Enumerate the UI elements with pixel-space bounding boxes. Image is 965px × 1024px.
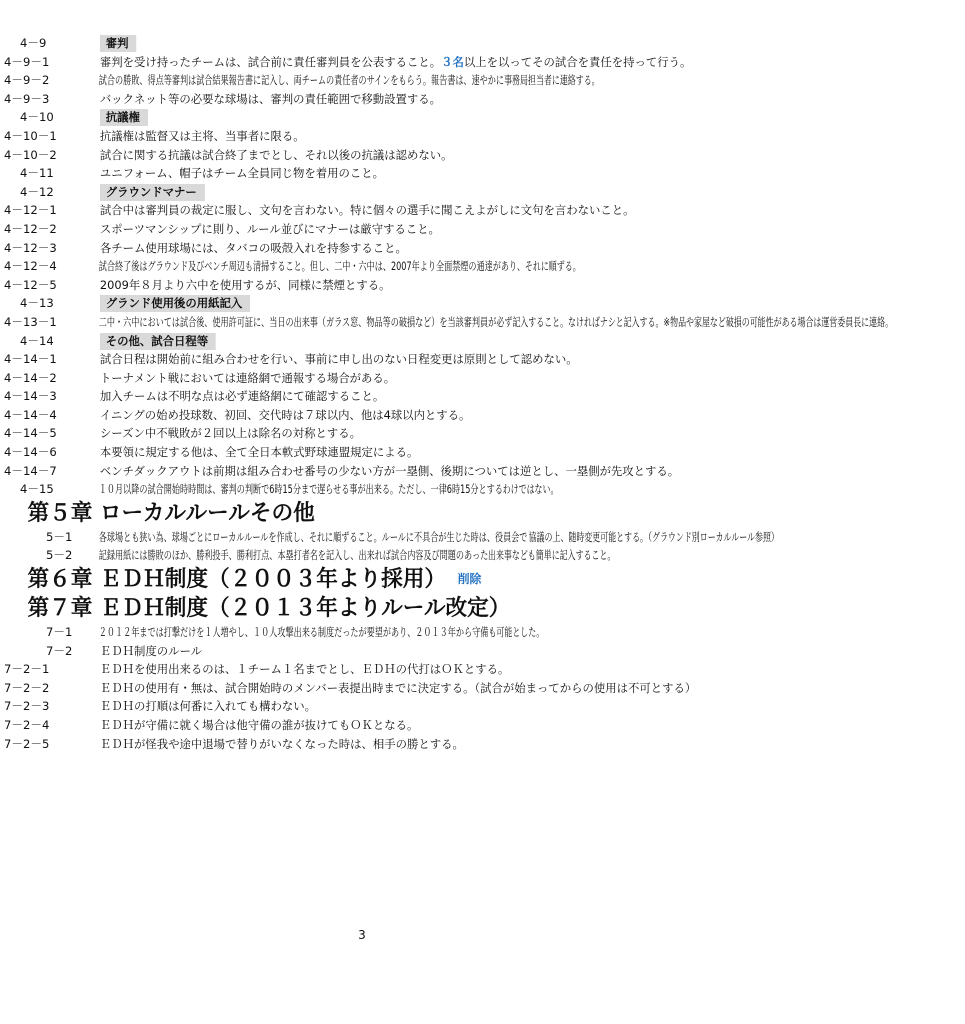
rule-line: 2009年８月より六中を使用するが、同様に禁煙とする。 (99, 277, 391, 292)
rule-line: 本要領に規定する他は、全て全日本軟式野球連盟規定による。 (99, 445, 419, 460)
rule-number: 4－12－4 (4, 259, 57, 274)
rule-row (0, 276, 724, 295)
rule-number: 7－1 (46, 625, 73, 640)
rule-number: 5－2 (46, 548, 73, 563)
rule-line: 試合に関する抗議は試合終了までとし、それ以後の抗議は認めない。 (99, 147, 453, 162)
rule-line: バックネット等の必要な球場は、審判の責任範囲で移動設置する。 (99, 91, 442, 106)
rule-text (96, 53, 712, 72)
rule-row (0, 697, 724, 716)
rule-line-continued: り、それに順ずる。 (509, 259, 581, 274)
section-title: 抗議権 (100, 109, 148, 126)
section-row (0, 332, 724, 351)
rule-line-continued: 可能とした。 (496, 625, 545, 640)
rule-text (96, 164, 712, 183)
rule-text (96, 313, 933, 332)
rule-line: ＥＤＨを使用出来るのは、１チーム１名までとし、ＥＤＨの代打はＯＫとする。 (99, 662, 510, 677)
rule-row (0, 90, 724, 109)
rule-number: 5－1 (46, 529, 73, 544)
rule-text (96, 350, 712, 369)
rule-text (96, 71, 941, 90)
rule-row (0, 53, 724, 72)
rule-row (0, 735, 724, 754)
rules-content (0, 34, 893, 753)
rule-text (96, 480, 940, 499)
rule-number: 4－10－2 (4, 147, 57, 162)
rule-row (0, 71, 724, 90)
rule-line-continued: 必ず記入すること。なければナシと記入する。※物品や家屋など破損の可能性がある場合は運営委員長に連絡。 (496, 314, 893, 329)
rule-line: ＥＤＨの使用有・無は、試合開始時のメンバー表提出時までに決定する。（試合が始まってからの使用は不可とする） (99, 680, 697, 695)
rule-text (96, 716, 712, 735)
rule-text (96, 183, 712, 202)
rule-number: 7－2－4 (4, 718, 50, 732)
rule-row (0, 480, 724, 499)
rule-number: 7－2 (46, 643, 73, 658)
rule-line: 加入チームは不明な点は必ず連絡網にて確認すること。 (99, 389, 385, 404)
rule-number: 4－14 (20, 333, 54, 348)
rule-text-part: 審判を受け持ったチームは、試合前に責任審判員を公表すること。 (99, 54, 442, 69)
rule-text (96, 697, 712, 716)
rule-number: 4－12 (20, 184, 54, 199)
rule-line: トーナメント戦においては連絡網で通報する場合がある。 (99, 370, 396, 385)
rule-line: イニングの始め投球数、初回、交代時は７球以内、他は4球以内とする。 (99, 407, 471, 422)
section-title: グラウンドマナー (100, 184, 205, 201)
highlight-count: ３名 (441, 54, 464, 69)
rule-text (96, 127, 712, 146)
rule-number: 4－13－1 (4, 314, 57, 329)
rule-text (96, 34, 712, 53)
rule-number: 7－2－5 (4, 736, 50, 751)
rule-text (96, 201, 712, 220)
rule-line-continued: わけではない。 (502, 482, 559, 497)
chapter-heading (0, 565, 739, 594)
rule-text (96, 623, 933, 642)
rule-number: 4－14－4 (4, 407, 57, 422)
rule-number: 4－11 (20, 166, 54, 181)
rule-row (0, 528, 779, 547)
rule-text (96, 108, 712, 127)
rule-row (0, 313, 893, 332)
rule-number: 4－14－3 (4, 389, 57, 404)
rule-row (0, 369, 724, 388)
rule-row (0, 239, 724, 258)
section-title: その他、試合日程等 (100, 333, 216, 350)
rule-text-part: 以上を以ってその試合を責任を持って行う。 (463, 54, 692, 69)
rule-number: 4－10 (20, 110, 54, 125)
rule-row (0, 623, 724, 642)
rule-number: 4－14－1 (4, 352, 57, 367)
rule-row (0, 679, 724, 698)
rule-number: 4－12－3 (4, 240, 57, 255)
section-title: グランド使用後の用紙記入 (100, 295, 250, 312)
rule-row (0, 127, 724, 146)
rule-number: 4－15 (20, 482, 54, 497)
chapter-title: 第７章 ＥＤＨ制度（２０１３年よりルール改定） (27, 596, 511, 622)
section-row (0, 183, 724, 202)
chapter-heading (0, 499, 739, 528)
rule-number: 4－12－5 (4, 277, 57, 292)
rule-text (96, 332, 712, 351)
rule-number: 4－12－2 (4, 221, 57, 236)
rule-line: 試合中は審判員の裁定に服し、文句を言わない。特に個々の選手に聞こえよがしに文句を言わないこと。 (99, 203, 635, 218)
rule-row (0, 201, 724, 220)
rule-line: ＥＤＨ制度のルール (99, 643, 203, 658)
rule-number: 4－9－2 (4, 73, 50, 88)
rule-line-continued: 出来事なども簡単に記入すること。 (488, 548, 616, 563)
rule-text (96, 424, 712, 443)
rule-text (96, 528, 965, 547)
rule-text (96, 276, 712, 295)
rule-row (0, 220, 724, 239)
rule-text (96, 387, 712, 406)
rule-number: 7－2－1 (4, 662, 50, 677)
rule-line: ベンチダックアウトは前期は組み合わせ番号の少ない方が一塁側、後期については逆とし、一塁側が先攻とする。 (99, 463, 680, 478)
rule-number: 4－14－2 (4, 370, 57, 385)
rule-line: 抗議権は監督又は主将、当事者に限る。 (99, 128, 305, 143)
rule-number: 7－2－3 (4, 699, 50, 714)
rule-text (96, 660, 712, 679)
rule-line: ユニフォーム、帽子はチーム全員同じ物を着用のこと。 (99, 166, 385, 181)
rule-number: 4－14－5 (4, 426, 57, 441)
section-row (0, 108, 724, 127)
rule-line: ２０１２年までは打撃だけを１人増やし、１０人攻撃出来る制度だったが要望があり、２０１３年から守備も (98, 625, 497, 640)
rule-line: 試合日程は開始前に組み合わせを行い、事前に申し出のない日程変更は原則として認めない。 (99, 352, 578, 367)
rule-text (96, 146, 712, 165)
rule-line: １０月以降の試合開始時時間は、審判の判断で6時15分まで遅らせる事が出来る。ただし、一律6時15分とする (98, 482, 503, 497)
rule-row (0, 424, 724, 443)
rule-row (0, 716, 724, 735)
rule-text (96, 406, 712, 425)
rule-row (0, 546, 724, 565)
rule-row (0, 462, 724, 481)
rule-line: 試合終了後はグラウンド及びベンチ周辺も清掃すること。但し、二中・六中は、2007年より全面禁煙の通達があ (98, 259, 510, 274)
rule-line: 各球場とも狭い為、球場ごとにローカルルールを作成し、それに順ずること。ルールに不具合が生じた時は、役員会で (98, 529, 528, 544)
section-title: 審判 (100, 35, 136, 52)
rule-row (0, 146, 724, 165)
chapter-heading (0, 594, 739, 623)
rule-text (96, 239, 712, 258)
rule-line: ＥＤＨが怪我や途中退場で替りがいなくなった時は、相手の勝とする。 (99, 736, 464, 751)
rule-text (96, 443, 712, 462)
rule-row (0, 642, 724, 661)
rule-text (96, 257, 946, 276)
rule-number: 7－2－2 (4, 680, 50, 695)
rule-line: 試合の勝敗、得点等審判は試合結果報告書に記入し、両チームの責任者のサインをもらう。報告書は、速やかに (98, 73, 505, 88)
rule-text (96, 546, 925, 565)
rule-line: 記録用紙には勝敗のほか、勝利投手、勝利打点、本塁打者名を記入し、出来れば試合内容及び問題のあった (98, 548, 489, 563)
rule-row (0, 387, 724, 406)
rule-text (96, 220, 712, 239)
rule-text (96, 735, 712, 754)
section-row (0, 34, 724, 53)
rule-number: 4－14－6 (4, 445, 57, 460)
rule-line: ＥＤＨの打順は何番に入れても構わない。 (99, 699, 317, 714)
rule-text (96, 679, 712, 698)
chapter-title: 第５章 ローカルルールその他 (27, 500, 315, 526)
rule-text (96, 462, 712, 481)
rule-row (0, 164, 724, 183)
page-number: 3 (358, 928, 366, 942)
rule-number: 4－9－1 (4, 54, 50, 69)
rule-line-continued: 事務局担当者に連絡する。 (504, 73, 600, 88)
rule-line: 二中・六中においては試合後、使用許可証に、当日の出来事（ガラス窓、物品等の破損など）を当該審判員が (98, 314, 497, 329)
rule-row (0, 350, 724, 369)
rule-row (0, 443, 724, 462)
rule-line: ＥＤＨが守備に就く場合は他守備の誰が抜けてもＯＫとなる。 (99, 718, 419, 732)
rule-line: 各チーム使用球場には、タバコの吸殻入れを持参すること。 (99, 240, 407, 255)
rule-line: スポーツマンシップに則り、ルール並びにマナーは厳守すること。 (99, 221, 440, 236)
rule-row (0, 406, 724, 425)
rule-number: 4－10－1 (4, 128, 57, 143)
rule-number: 4－12－1 (4, 203, 57, 218)
rule-line-continued: 協議の上、随時変更可能とする。（グラウンド別ローカルルール参照） (528, 529, 779, 544)
rule-row (0, 257, 724, 276)
rule-text (96, 294, 712, 313)
rule-text (96, 369, 712, 388)
rule-number: 4－14－7 (4, 463, 57, 478)
rule-text (96, 642, 712, 661)
rule-number: 4－9－3 (4, 91, 50, 106)
chapter-title: 第６章 ＥＤＨ制度（２００３年より採用） (27, 567, 446, 593)
rule-text (96, 90, 712, 109)
rule-line: シーズン中不戦敗が２回以上は除名の対称とする。 (99, 426, 361, 441)
section-row (0, 294, 724, 313)
rule-number: 4－9 (20, 36, 47, 50)
rule-row (0, 660, 724, 679)
rule-number: 4－13 (20, 296, 54, 311)
deleted-note: 削除 (457, 572, 482, 587)
